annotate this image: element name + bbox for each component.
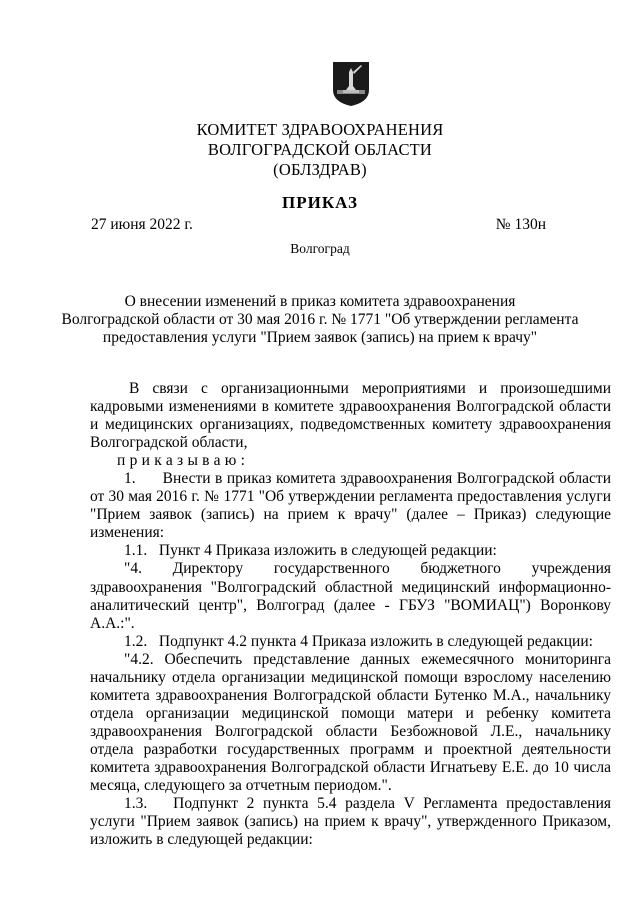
paragraph-1-1: 1.1. Пункт 4 Приказа изложить в следующей редакции:	[124, 542, 497, 560]
paragraph-1-3: 1.3. Подпункт 2 пункта 5.4 раздела V Регламента предоставления услуги "Прием заявок (запись) на прием к врачу", утвержденного Приказом, изложить в следующей редакции:	[90, 795, 611, 849]
intro-paragraph: В связи с организационными мероприятиями и произошедшими кадровыми изменениями в комитете здравоохранения Волгоградской области и медицинских организациях, подведомственных комитету здравоохранения Волгоградской области,	[90, 380, 611, 452]
org-line: (ОБЛЗДРАВ)	[273, 160, 367, 179]
paragraph-1-2: 1.2. Подпункт 4.2 пункта 4 Приказа изложить в следующей редакции:	[124, 632, 593, 650]
title-line: О внесении изменений в приказ комитета здравоохранения	[124, 293, 516, 310]
document-number: № 130н	[495, 216, 546, 233]
document-title	[0, 293, 640, 347]
document-date: 27 июня 2022 г.	[91, 216, 193, 233]
document-type-heading: ПРИКАЗ	[282, 193, 358, 212]
document-city: Волгоград	[290, 241, 350, 256]
paragraph-1-2-text: "4.2. Обеспечить представление данных ежемесячного мониторинга начальнику отдела организации медицинской помощи взрослому населению комитета здравоохранения Волгоградской области Бутенко М.А., начальнику отдела организации медицинской помощи матери и ребенку комитета здравоохранения Волгоградской области Безбожновой Л.Е., начальнику отдела разработки государственных программ и проектной деятельности комитета здравоохранения Волгоградской области Игнатьеву Е.Е. до 10 числа месяца, следующего за отчетным периодом.".	[90, 650, 611, 795]
paragraph-1: 1. Внести в приказ комитета здравоохранения Волгоградской области от 30 мая 2016 г. № 1771 "Об утверждении регламента предоставления услуги "Прием заявок (запись) на прием к врачу" (далее – Приказ) следующие изменения:	[90, 470, 611, 542]
title-line: предоставления услуги "Прием заявок (запись) на прием к врачу"	[102, 329, 538, 346]
paragraph-1-1-text: "4. Директору государственного бюджетного учреждения здравоохранения "Волгоградский областной медицинский информационно-аналитический центр", Волгоград (далее - ГБУЗ "ВОМИАЦ") Воронкову А.А.:".	[90, 560, 611, 632]
document-body	[90, 380, 611, 849]
prikazyvayu-word: приказываю:	[117, 452, 250, 470]
coat-of-arms-emblem	[331, 60, 371, 108]
organization-name	[0, 120, 640, 180]
title-line: Волгоградской области от 30 мая 2016 г. № 1771 "Об утверждении регламента	[61, 311, 579, 328]
org-line: КОМИТЕТ ЗДРАВООХРАНЕНИЯ	[196, 120, 444, 139]
org-line: ВОЛГОГРАДСКОЙ ОБЛАСТИ	[207, 140, 433, 159]
